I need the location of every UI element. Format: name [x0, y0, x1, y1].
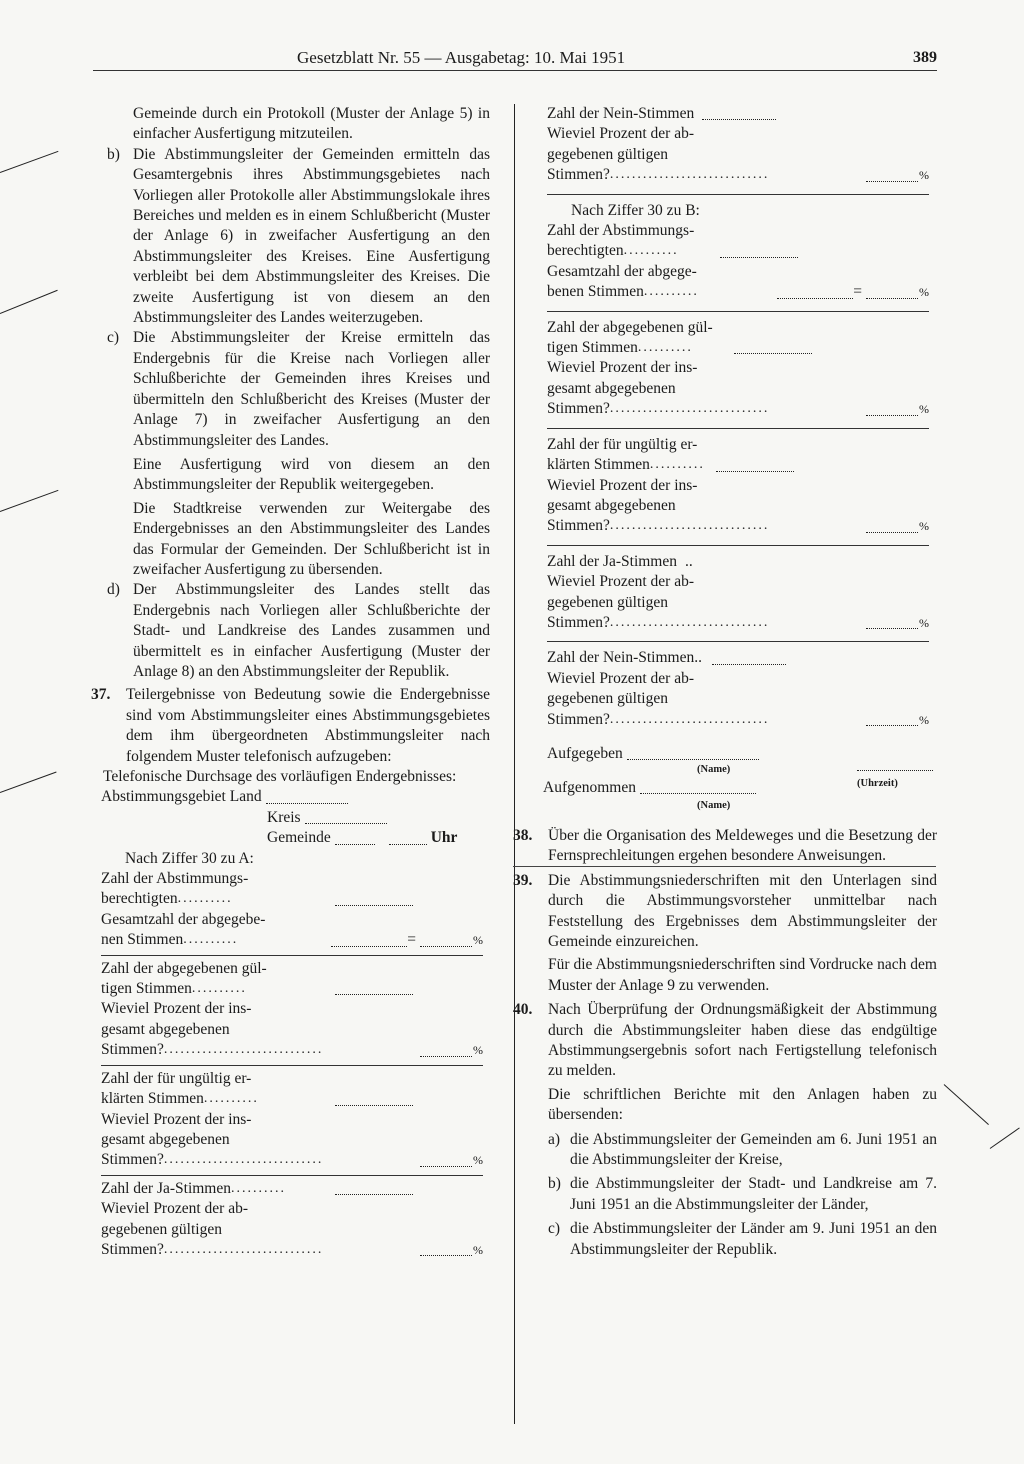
percent-sign: % [919, 285, 929, 300]
fill-line [702, 107, 776, 120]
field-ungueltige [101, 1065, 483, 1171]
item-text: Die Abstimmungsleiter der Gemeinden ermitteln das Gesamtergebnis ihres Abstimmungsgebietes nach Vorliegen aller Protokolle aller Abstimmungslokale ihres Bereiches und melden es in einem Schlußbericht (Muster der Anlage 6) in zweifacher Ausfertigung an den Abstimmungsleiter des Kreises. Eine Ausfertigung verbleibt bei dem Abstimmungsleiter des Kreises. Die zweite Ausfertigung ist von diesem an den Abstimmungsleiter des Landes weiterzugeben. [133, 145, 490, 327]
section-text: Die Abstimmungsniederschriften mit den Unterlagen sind durch die Abstimmungsvorsteher unmittelbar nach Feststellung des Ergebnisses dem Abstimmungsleiter der Gemeinde einzureichen. [548, 871, 937, 950]
field-label: klärten Stimmen [547, 456, 650, 474]
kreis-label: Kreis [267, 808, 301, 826]
percent-sign: % [473, 1153, 483, 1168]
leader-dots: .......... [183, 932, 239, 948]
field-label: benen Stimmen [547, 283, 644, 301]
item-text: die Abstimmungsleiter der Länder am 9. Juni 1951 an den Abstimmungsleiter der Republik. [570, 1220, 937, 1258]
column-divider [514, 104, 515, 1424]
leader-dots: .......... [203, 1091, 259, 1107]
margin-pen-mark [0, 772, 57, 793]
page-number: 389 [913, 49, 937, 66]
fill-line [866, 713, 918, 726]
aufgenommen-label: Aufgenommen [543, 778, 636, 796]
sections-38-40 [513, 826, 937, 1260]
field-label: gegebenen gültigen [547, 145, 668, 163]
field-gueltige-right [547, 311, 929, 420]
margin-pen-mark [0, 151, 58, 173]
fill-line [420, 1044, 472, 1057]
field-label: gegebenen gültigen [547, 593, 668, 611]
fill-line [866, 169, 918, 182]
leader-dots: ............................. [163, 1152, 324, 1168]
field-label: gesamt abgegebenen [101, 1130, 230, 1148]
section-40-paragraph: Die schriftlichen Berichte mit den Anlagen haben zu übersenden: [548, 1085, 937, 1124]
field-label: gegebenen gültigen [547, 690, 668, 708]
list-item-b [517, 1174, 937, 1215]
phone-form-right [517, 104, 929, 818]
leader-dots: .......... [177, 891, 233, 907]
left-column [91, 104, 490, 1260]
field-label: Zahl der Abstimmungs- [101, 870, 249, 888]
percent-sign: % [919, 402, 929, 417]
ziffer-a-heading: Nach Ziffer 30 zu A: [125, 849, 254, 867]
leader-dots: .......... [191, 981, 247, 997]
field-label: Wieviel Prozent der ab- [547, 669, 694, 687]
field-label: Wieviel Prozent der ab- [101, 1200, 248, 1218]
fill-line [266, 791, 348, 804]
field-label: berechtigten [101, 890, 178, 908]
field-label: Stimmen? [101, 1151, 164, 1169]
fill-line [640, 781, 756, 794]
field-label: tigen Stimmen [101, 980, 192, 998]
section-number: 38. [513, 826, 533, 844]
fill-line [420, 1154, 472, 1167]
fill-line [335, 832, 375, 845]
item-label: a) [548, 1130, 561, 1148]
leader-dots: ............................. [609, 518, 770, 534]
section-39 [513, 871, 937, 953]
field-ungueltige-right [547, 428, 929, 537]
section-text: Über die Organisation des Meldeweges und die Besetzung der Fernsprechleitungen ergehen besondere Anweisungen. [548, 826, 937, 865]
item-c [95, 328, 490, 450]
leader-dots: .. [694, 649, 702, 667]
field-label: klärten Stimmen [101, 1090, 204, 1108]
percent-sign: % [919, 519, 929, 534]
field-label: Zahl der für ungültig er- [101, 1069, 252, 1087]
field-label: Gesamtzahl der abgegebe- [101, 910, 266, 928]
margin-pen-mark [990, 1127, 1020, 1148]
leader-dots: ............................. [609, 614, 770, 630]
percent-sign: % [473, 933, 483, 948]
field-label: Zahl der Nein-Stimmen [547, 649, 695, 667]
fill-line [335, 982, 413, 995]
fill-line [866, 403, 918, 416]
field-label: Stimmen? [101, 1240, 164, 1258]
fill-line [420, 1243, 472, 1256]
field-label: Zahl der Nein-Stimmen [547, 105, 695, 122]
field-label: gegebenen gültigen [101, 1220, 222, 1238]
section-number: 40. [513, 1001, 533, 1019]
name-caption: (Name) [697, 763, 731, 775]
field-nein-stimmen [547, 104, 929, 186]
phone-form-left [95, 787, 483, 1260]
field-ja-stimmen-right [547, 545, 929, 634]
field-berechtigte [101, 869, 483, 910]
fill-line [335, 1093, 413, 1106]
field-label: Wieviel Prozent der ins- [101, 1000, 252, 1018]
leader-dots: .......... [231, 1180, 286, 1196]
percent-sign: % [919, 615, 929, 630]
margin-pen-mark [0, 490, 58, 512]
percent-sign: % [473, 1043, 483, 1058]
field-label: Zahl der abgegebenen gül- [101, 959, 267, 977]
leader-dots: .......... [643, 284, 699, 300]
item-label: d) [107, 581, 120, 599]
leader-dots: ............................. [163, 1042, 324, 1058]
fill-line [335, 893, 413, 906]
field-label: Wieviel Prozent der ab- [547, 573, 694, 591]
leader-dots: ............................. [609, 401, 770, 417]
ziffer-b-heading: Nach Ziffer 30 zu B: [571, 201, 700, 219]
signature-block [543, 744, 929, 818]
fill-line [734, 341, 812, 354]
area-label: Abstimmungsgebiet Land [101, 788, 262, 806]
list-item-c [517, 1219, 937, 1260]
gemeinde-label: Gemeinde [267, 829, 331, 847]
percent-sign: % [919, 712, 929, 727]
field-label: Zahl der Ja-Stimmen [547, 552, 677, 570]
name-caption: (Name) [697, 799, 731, 811]
field-gueltige [101, 955, 483, 1061]
leader-dots: ............................. [609, 167, 770, 183]
leader-dots: .......... [623, 243, 679, 259]
section-text: Teilergebnisse von Bedeutung sowie die Endergebnisse sind vom Abstimmungsleiter eines Abstimmungsgebietes dem ihm übergeordneten Abstimmungsleiter nach folgendem Muster telefonisch aufzugeben: [126, 686, 490, 765]
right-column [513, 104, 937, 1260]
ziffer-b-section [547, 194, 929, 303]
fill-line [857, 758, 933, 771]
leader-dots: .......... [649, 457, 705, 473]
percent-sign: % [919, 168, 929, 183]
field-label: Gesamtzahl der abgege- [547, 262, 697, 280]
section-37 [91, 685, 490, 767]
margin-pen-mark [944, 1084, 989, 1125]
item-d [95, 580, 490, 682]
item-c-paragraph: Eine Ausfertigung wird von diesem an den Abstimmungsleiter der Republik weitergegeben. [133, 455, 490, 494]
section-39-paragraph: Für die Abstimmungsniederschriften sind Vordrucke nach dem Muster der Anlage 9 zu verwenden. [548, 956, 937, 994]
fill-line [866, 286, 918, 299]
aufgegeben-label: Aufgegeben [547, 744, 623, 762]
leader-dots: .......... [637, 340, 693, 356]
section-text: Nach Überprüfung der Ordnungsmäßigkeit der Abstimmung durch die Abstimmungsleiter haben diese das endgültige Abstimmungsergebnis sofort nach Fertigstellung telefonisch zu melden. [548, 1001, 937, 1080]
field-label: Wieviel Prozent der ab- [547, 125, 694, 143]
field-label: nen Stimmen [101, 931, 184, 949]
leader-dots: ............................. [609, 711, 770, 727]
intro-paragraph: Gemeinde durch ein Protokoll (Muster der Anlage 5) in einfacher Ausfertigung mitzuteilen. [133, 105, 490, 143]
field-label: Zahl der abgegebenen gül- [547, 318, 713, 336]
fill-line [420, 934, 472, 947]
fill-line [716, 459, 794, 472]
field-label: gesamt abgegebenen [547, 379, 676, 397]
item-text: Der Abstimmungsleiter des Landes stellt das Endergebnis nach Vorliegen aller Schlußberichte der Stadt- und Landkreise des Landes zusammen und übermittelt es in einfacher Ausfertigung (Muster der Anlage 8) an den Abstimmungsleiter der Republik. [133, 581, 490, 680]
fill-line [331, 934, 407, 947]
field-nein-stimmen-right [547, 641, 929, 730]
fill-line [777, 286, 853, 299]
leader-dots: ............................. [163, 1241, 324, 1257]
header-title: Gesetzblatt Nr. 55 — Ausgabetag: 10. Mai 1951 [297, 48, 626, 67]
margin-pen-mark [0, 290, 58, 314]
fill-line [335, 1182, 413, 1195]
field-label: tigen Stimmen [547, 339, 638, 357]
equals-sign: = [853, 283, 862, 301]
section-number: 37. [91, 686, 111, 704]
item-text: Die Abstimmungsleiter der Kreise ermitteln das Endergebnis für die Kreise nach Vorliegen aller Schlußberichte der Gemeinden ihres Kreises und übermitteln den Schlußbericht des Kreises (Muster der Anlage 7) in zweifacher Ausfertigung an den Abstimmungsleiter des Landes. [133, 329, 490, 449]
field-label: Stimmen? [547, 400, 610, 418]
field-label: Stimmen? [101, 1041, 164, 1059]
item-text: die Abstimmungsleiter der Stadt- und Landkreise am 7. Juni 1951 an die Abstimmungsleiter der Länder, [570, 1175, 937, 1213]
item-b [95, 145, 490, 329]
fill-line [712, 652, 786, 665]
field-label: Zahl der Ja-Stimmen [101, 1179, 231, 1197]
list-item-a [517, 1130, 937, 1171]
item-label: c) [107, 329, 120, 347]
header-rule [93, 70, 937, 71]
field-label: Stimmen? [547, 166, 610, 184]
leader-dots: .. [685, 552, 693, 570]
fill-line [866, 616, 918, 629]
fill-line [305, 811, 387, 824]
section-number: 39. [513, 871, 533, 889]
section-40 [513, 1000, 937, 1082]
field-label: Zahl der für ungültig er- [547, 435, 698, 453]
item-label: b) [107, 145, 120, 163]
field-label: Stimmen? [547, 613, 610, 631]
fill-line [389, 832, 427, 845]
field-label: Wieviel Prozent der ins- [101, 1110, 252, 1128]
field-ja-stimmen [101, 1175, 483, 1261]
field-label: gesamt abgegebenen [101, 1020, 230, 1038]
fill-line [866, 520, 918, 533]
field-label: Stimmen? [547, 710, 610, 728]
phone-heading: Telefonische Durchsage des vorläufigen Endergebnisses: [103, 768, 457, 785]
equals-sign: = [407, 931, 416, 949]
item-label: c) [548, 1220, 561, 1238]
field-label: Zahl der Abstimmungs- [547, 222, 695, 240]
field-label: Stimmen? [547, 517, 610, 535]
item-c-paragraph: Die Stadtkreise verwenden zur Weitergabe des Endergebnisses an den Abstimmungsleiter des Landes das Formular der Gemeinden. Der Schlußbericht ist in zweifacher Ausfertigung zu übersenden. [133, 499, 490, 578]
field-label: Wieviel Prozent der ins- [547, 476, 698, 494]
item-text: die Abstimmungsleiter der Gemeinden am 6. Juni 1951 an die Abstimmungsleiter der Kreise, [570, 1130, 937, 1169]
field-label: Wieviel Prozent der ins- [547, 359, 698, 377]
field-label: gesamt abgegebenen [547, 496, 676, 514]
uhr-label: Uhr [430, 829, 458, 847]
percent-sign: % [473, 1242, 483, 1257]
fill-line [627, 747, 759, 760]
fill-line [720, 245, 798, 258]
item-label: b) [548, 1175, 561, 1193]
field-gesamtzahl [101, 910, 483, 951]
field-label: berechtigten [547, 242, 624, 260]
uhrzeit-caption: (Uhrzeit) [857, 777, 898, 789]
section-38 [513, 826, 937, 867]
